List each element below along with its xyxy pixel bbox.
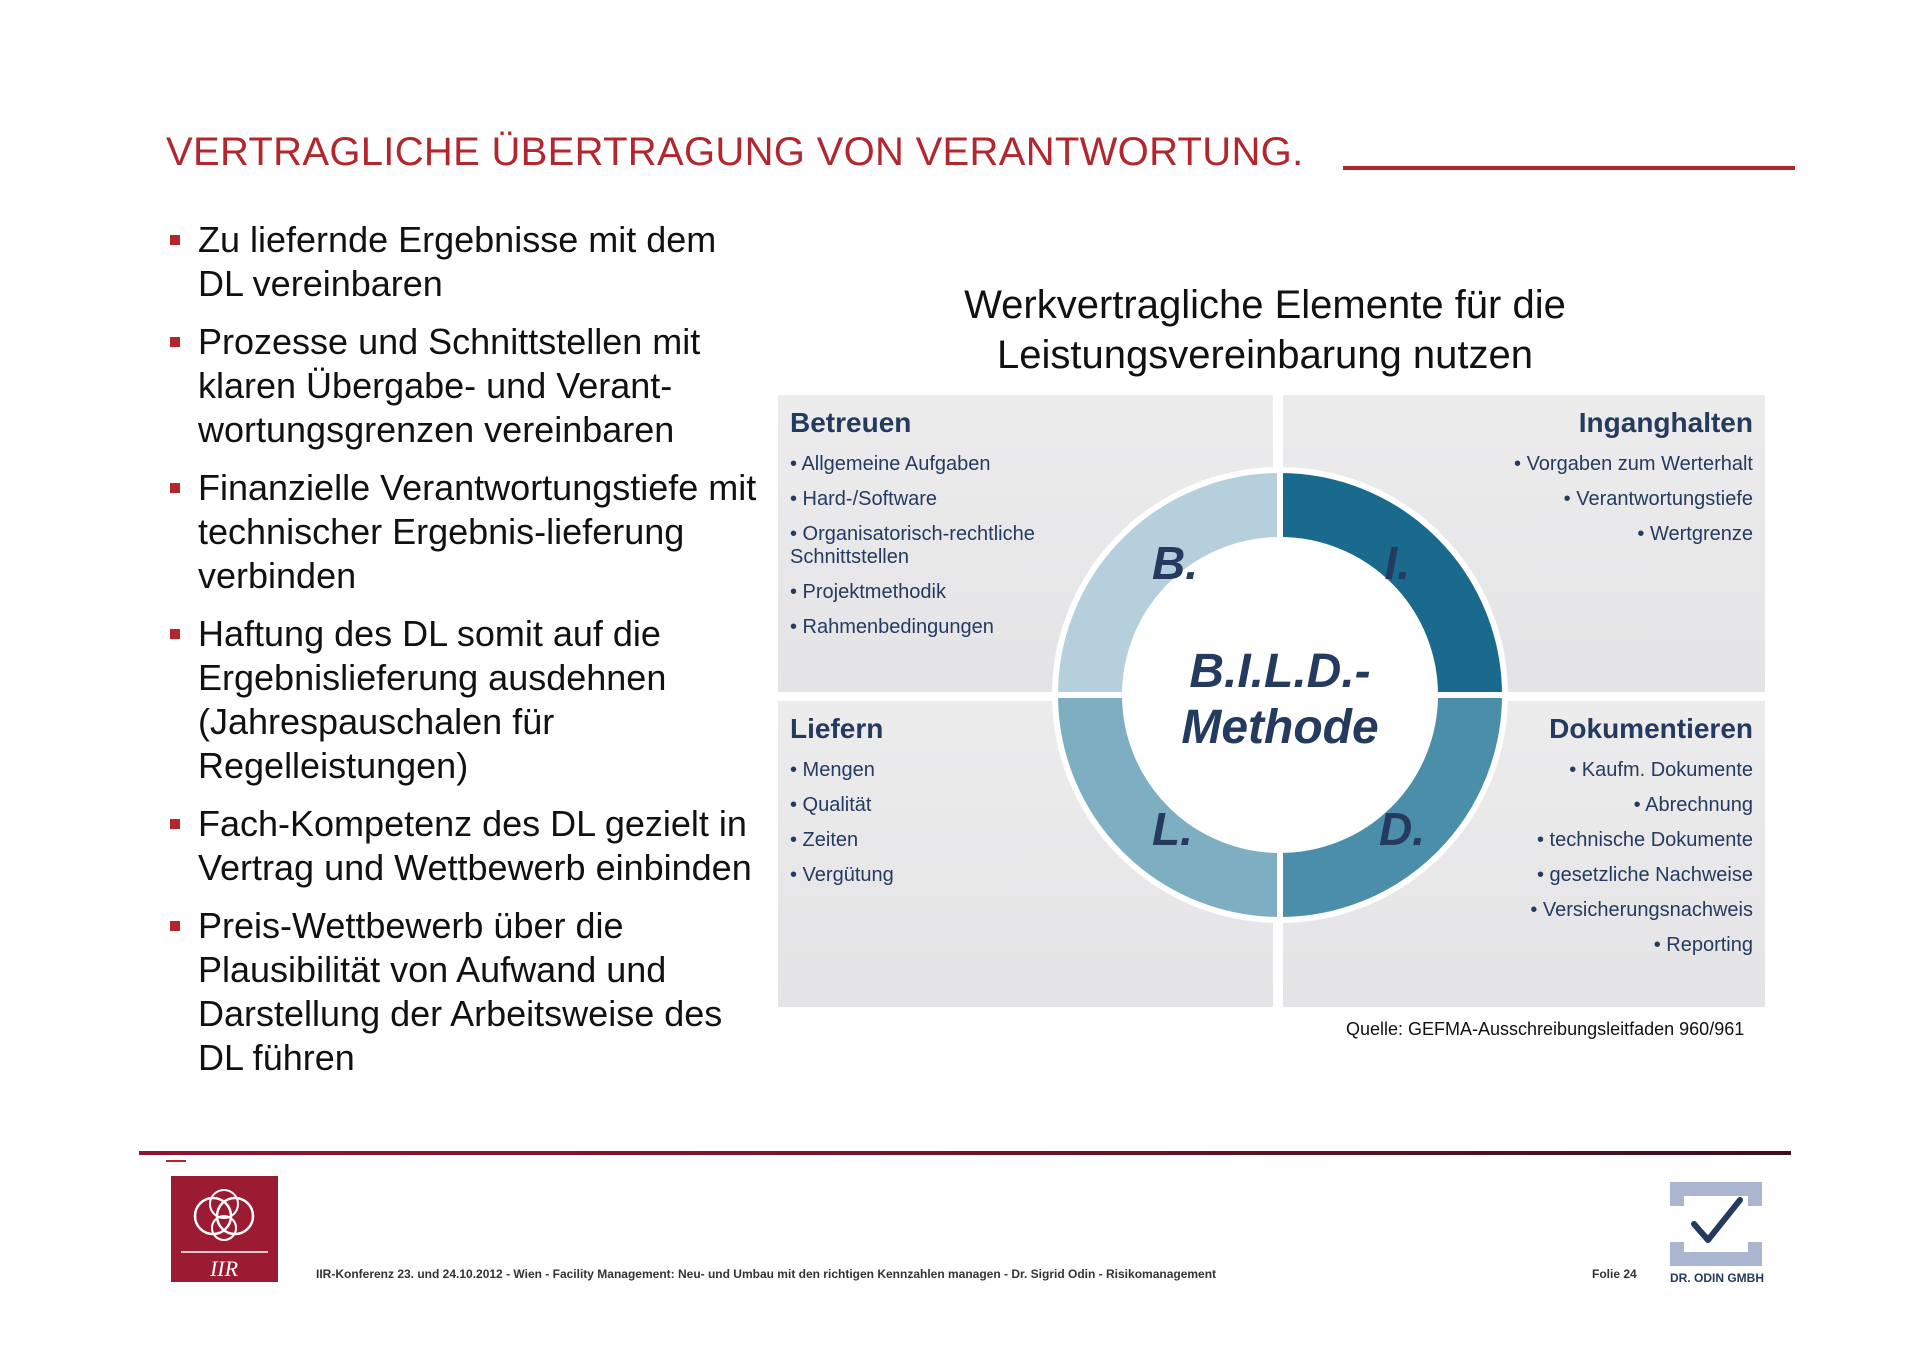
bullet-square-icon: [170, 921, 180, 931]
segment-letter-i: I.: [1384, 537, 1410, 589]
list-item: • Projektmethodik: [790, 581, 946, 603]
slide-title: VERTRAGLICHE ÜBERTRAGUNG VON VERANTWORTUNG.: [166, 130, 1304, 174]
iir-logo: [171, 1176, 278, 1282]
center-title-line2: Methode: [1181, 701, 1379, 754]
bullet-square-icon: [170, 337, 180, 347]
slide-number: Folie 24: [1592, 1267, 1637, 1281]
footer-divider: [139, 1151, 1791, 1155]
list-item: • Rahmenbedingungen: [790, 616, 994, 638]
list-item: • Wertgrenze: [1637, 523, 1753, 545]
iir-emblem-icon: [171, 1176, 278, 1282]
segment-letter-l: L.: [1152, 803, 1193, 855]
list-item: • Reporting: [1653, 934, 1753, 956]
quadrant-heading: Liefern: [790, 713, 884, 744]
bullet-item: Fach-Kompetenz des DL gezielt in Vertrag und Wettbewerb einbinden: [168, 802, 768, 890]
odin-logo-text: DR. ODIN GMBH: [1670, 1271, 1764, 1285]
quadrant-heading: Dokumentieren: [1549, 713, 1753, 744]
bullet-square-icon: [170, 629, 180, 639]
bullet-item: Prozesse und Schnittstellen mit klaren Übergabe- und Verant-wortungsgrenzen vereinbaren: [168, 320, 768, 452]
segment-letter-d: D.: [1379, 803, 1425, 855]
odin-logo-checkmark-icon: [1664, 1176, 1768, 1272]
bullet-item: Zu liefernde Ergebnisse mit dem DL vereinbaren: [168, 218, 768, 306]
footer-text: IIR-Konferenz 23. und 24.10.2012 - Wien - Facility Management: Neu- und Umbau mit den richtigen Kennzahlen managen - Dr. Sigrid Odin - Risikomanagement: [316, 1267, 1217, 1281]
list-item: • Vorgaben zum Werterhalt: [1514, 453, 1753, 475]
bullet-square-icon: [170, 819, 180, 829]
list-item: • Allgemeine Aufgaben: [790, 453, 991, 475]
bullet-square-icon: [170, 483, 180, 493]
list-item: • Mengen: [790, 759, 875, 781]
iir-logo-text: IIR: [209, 1256, 239, 1281]
bullet-item: Finanzielle Verantwortungstiefe mit technischer Ergebnis-lieferung verbinden: [168, 466, 768, 598]
list-item: • technische Dokumente: [1536, 829, 1753, 851]
list-item: • Hard-/Software: [790, 488, 938, 510]
list-item: • gesetzliche Nachweise: [1537, 864, 1753, 886]
segment-letter-b: B.: [1152, 537, 1198, 589]
list-item: • Kaufm. Dokumente: [1569, 759, 1753, 781]
quadrant-list: [790, 453, 1080, 651]
list-item: • Versicherungsnachweis: [1530, 899, 1753, 921]
quadrant-list: [790, 759, 1080, 899]
quadrant-heading: Betreuen: [790, 407, 912, 438]
list-item: • Vergütung: [790, 864, 894, 886]
diagram-title: Werkvertragliche Elemente für die Leistungsvereinbarung nutzen: [964, 283, 1566, 377]
list-item: • Organisatorisch-rechtliche Schnittstellen: [790, 523, 1035, 568]
source-note: Quelle: GEFMA-Ausschreibungsleitfaden 960/961: [1346, 1019, 1745, 1039]
list-item: • Qualität: [790, 794, 872, 816]
list-item: • Abrechnung: [1633, 794, 1753, 816]
bild-ring-diagram: [1045, 455, 1515, 935]
bullet-square-icon: [170, 235, 180, 245]
footer-tick: [166, 1160, 186, 1162]
bullet-item: Preis-Wettbewerb über die Plausibilität von Aufwand und Darstellung der Arbeitsweise des DL führen: [168, 904, 768, 1080]
title-underline: [1343, 166, 1795, 170]
center-title-line1: B.I.L.D.-: [1189, 645, 1371, 698]
bullet-item: Haftung des DL somit auf die Ergebnislieferung ausdehnen (Jahrespauschalen für Regelleistungen): [168, 612, 768, 788]
list-item: • Zeiten: [790, 829, 859, 851]
list-item: • Verantwortungstiefe: [1563, 488, 1753, 510]
bullet-list: [168, 218, 768, 1094]
quadrant-heading: Inganghalten: [1578, 407, 1753, 438]
